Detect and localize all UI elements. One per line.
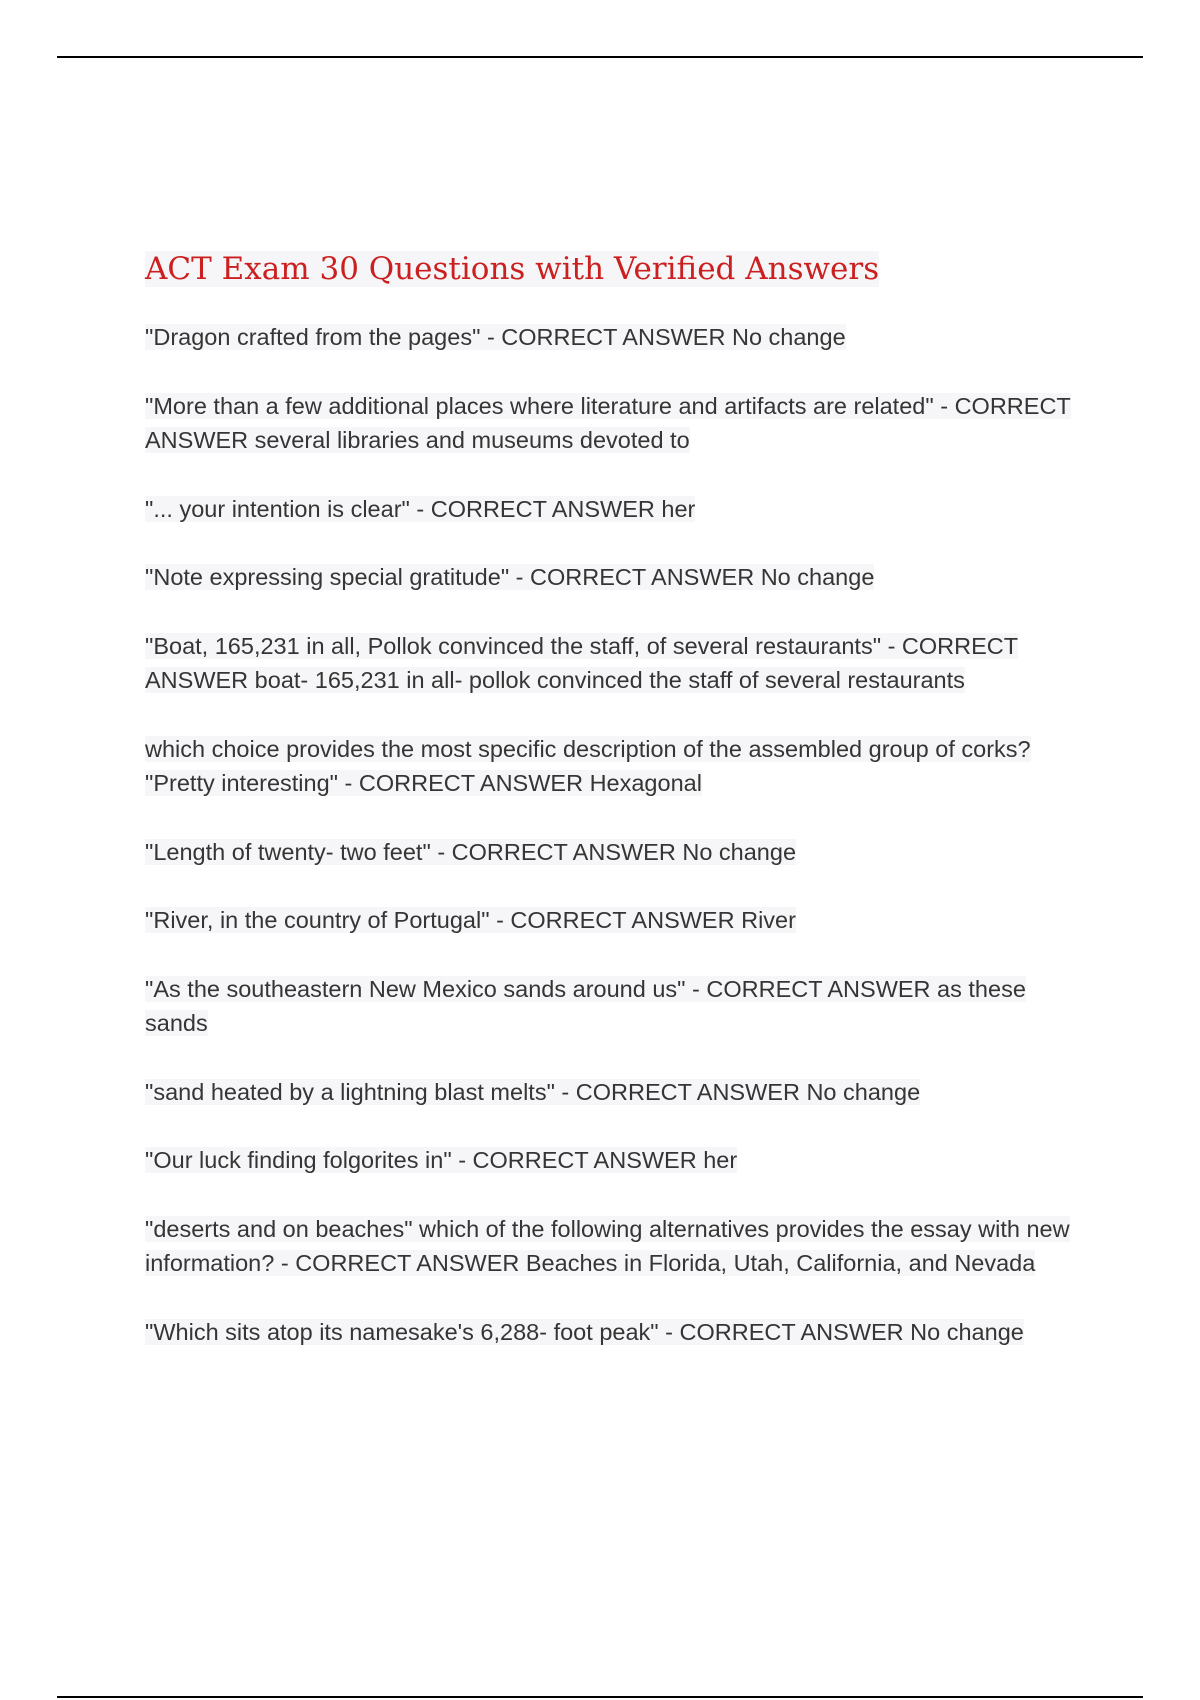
qa-text: "... your intention is clear" - CORRECT ANSWER her <box>145 495 696 522</box>
qa-text: "deserts and on beaches" which of the following alternatives provides the essay with new information? - CORRECT ANSWER Beaches in Florida, Utah, California, and Nevada <box>145 1215 1070 1276</box>
qa-item-13 <box>145 1315 1095 1350</box>
qa-text: "Our luck finding folgorites in" - CORRECT ANSWER her <box>145 1147 738 1173</box>
qa-text: "Dragon crafted from the pages" - CORRECT ANSWER No change <box>145 324 846 350</box>
qa-text: "Which sits atop its namesake's 6,288- foot peak" - CORRECT ANSWER No change <box>145 1318 1024 1345</box>
qa-item-3 <box>145 492 1095 527</box>
qa-item-9 <box>145 972 1095 1041</box>
qa-list <box>145 320 1095 1349</box>
document-body <box>145 246 1095 1383</box>
qa-item-2 <box>145 389 1095 458</box>
qa-item-4 <box>145 560 1095 595</box>
qa-text: "As the southeastern New Mexico sands around us" - CORRECT ANSWER as these sands <box>145 975 1026 1036</box>
qa-text: "sand heated by a lightning blast melts" - CORRECT ANSWER No change <box>145 1078 921 1105</box>
qa-item-8 <box>145 903 1095 938</box>
qa-text: "River, in the country of Portugal" - CORRECT ANSWER River <box>145 907 796 933</box>
qa-text: which choice provides the most specific description of the assembled group of corks? "Pretty interesting" - CORRECT ANSWER Hexagonal <box>145 735 1031 796</box>
qa-item-7 <box>145 835 1095 870</box>
qa-text: "Note expressing special gratitude" - CORRECT ANSWER No change <box>145 564 875 590</box>
qa-item-5 <box>145 629 1095 698</box>
footer-rule <box>57 1696 1143 1698</box>
qa-item-11 <box>145 1143 1095 1178</box>
qa-item-12 <box>145 1212 1095 1281</box>
qa-item-1 <box>145 320 1095 355</box>
document-title <box>145 246 1095 292</box>
qa-item-6 <box>145 732 1095 801</box>
document-title-text: ACT Exam 30 Questions with Verified Answers <box>145 251 880 287</box>
qa-text: "Length of twenty- two feet" - CORRECT ANSWER No change <box>145 838 797 865</box>
header-rule <box>57 56 1143 58</box>
qa-item-10 <box>145 1075 1095 1110</box>
qa-text: "More than a few additional places where literature and artifacts are related" - CORRECT ANSWER several libraries and museums devoted to <box>145 392 1071 453</box>
qa-text: "Boat, 165,231 in all, Pollok convinced the staff, of several restaurants" - CORRECT ANSWER boat- 165,231 in all- pollok convinced the staff of several restaurants <box>145 632 1019 693</box>
